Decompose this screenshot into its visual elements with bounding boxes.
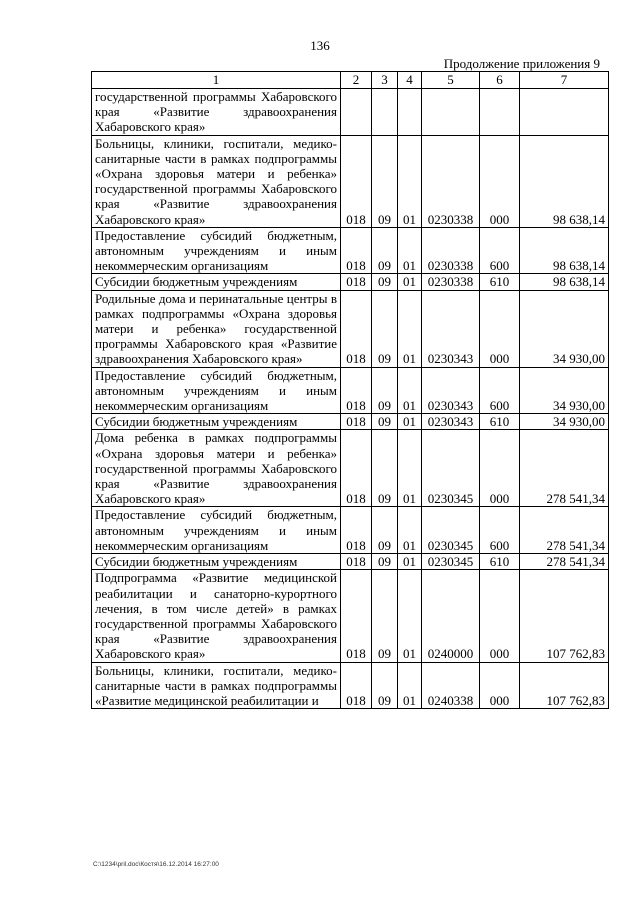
- target-article-cell: 0230338: [422, 274, 480, 290]
- expense-type-cell: 000: [480, 430, 520, 507]
- amount-cell: 98 638,14: [520, 135, 609, 227]
- admin-code-cell: 018: [341, 414, 372, 430]
- target-article-cell: 0240338: [422, 662, 480, 709]
- amount-cell: 278 541,34: [520, 554, 609, 570]
- column-header-7: 7: [520, 72, 609, 89]
- column-header-5: 5: [422, 72, 480, 89]
- subsection-cell: 01: [398, 414, 422, 430]
- table-row: [92, 227, 609, 274]
- admin-code-cell: 018: [341, 290, 372, 367]
- table-row: [92, 367, 609, 414]
- amount-cell: 34 930,00: [520, 290, 609, 367]
- amount-cell: 34 930,00: [520, 367, 609, 414]
- expense-type-cell: 600: [480, 227, 520, 274]
- admin-code-cell: 018: [341, 554, 372, 570]
- subsection-cell: [398, 89, 422, 136]
- row-name-cell: Предоставление субсидий бюджетным, автономным учреждениям и иным некоммерческим организациям: [92, 227, 341, 274]
- page-number: 136: [310, 38, 330, 53]
- row-name-cell: Дома ребенка в рамках подпрограммы «Охрана здоровья матери и ребенка» государственной программы Хабаровского края «Развитие здравоохранения Хабаровского края»: [92, 430, 341, 507]
- table-row: [92, 135, 609, 227]
- table-row: [92, 570, 609, 662]
- admin-code-cell: 018: [341, 367, 372, 414]
- target-article-cell: 0230345: [422, 507, 480, 554]
- subsection-cell: 01: [398, 430, 422, 507]
- budget-table: [91, 71, 609, 709]
- row-name-cell: Родильные дома и перинатальные центры в рамках подпрограммы «Охрана здоровья матери и ребенка» государственной программы Хабаровского края «Развитие здравоохранения Хабаровского края»: [92, 290, 341, 367]
- section-cell: 09: [372, 570, 398, 662]
- section-cell: 09: [372, 414, 398, 430]
- section-cell: 09: [372, 554, 398, 570]
- admin-code-cell: [341, 89, 372, 136]
- target-article-cell: 0230343: [422, 290, 480, 367]
- admin-code-cell: 018: [341, 430, 372, 507]
- subsection-cell: 01: [398, 367, 422, 414]
- row-name-cell: государственной программы Хабаровского края «Развитие здравоохранения Хабаровского края»: [92, 89, 341, 136]
- target-article-cell: 0230345: [422, 430, 480, 507]
- file-path-footer: C:\1234\pril.doc\Костя\16.12.2014 16:27:00: [93, 861, 219, 868]
- section-cell: 09: [372, 662, 398, 709]
- amount-cell: [520, 89, 609, 136]
- subsection-cell: 01: [398, 507, 422, 554]
- table-header-row: [92, 72, 609, 89]
- table-row: [92, 662, 609, 709]
- target-article-cell: 0230345: [422, 554, 480, 570]
- admin-code-cell: 018: [341, 135, 372, 227]
- section-cell: 09: [372, 227, 398, 274]
- target-article-cell: 0230343: [422, 414, 480, 430]
- amount-cell: 278 541,34: [520, 430, 609, 507]
- amount-cell: 34 930,00: [520, 414, 609, 430]
- section-cell: 09: [372, 274, 398, 290]
- row-name-cell: Больницы, клиники, госпитали, медико-санитарные части в рамках подпрограммы «Развитие медицинской реабилитации и: [92, 662, 341, 709]
- column-header-4: 4: [398, 72, 422, 89]
- expense-type-cell: 000: [480, 662, 520, 709]
- column-header-1: 1: [92, 72, 341, 89]
- column-header-2: 2: [341, 72, 372, 89]
- subsection-cell: 01: [398, 274, 422, 290]
- expense-type-cell: 610: [480, 274, 520, 290]
- admin-code-cell: 018: [341, 274, 372, 290]
- section-cell: 09: [372, 135, 398, 227]
- subsection-cell: 01: [398, 662, 422, 709]
- row-name-cell: Субсидии бюджетным учреждениям: [92, 414, 341, 430]
- target-article-cell: 0240000: [422, 570, 480, 662]
- amount-cell: 278 541,34: [520, 507, 609, 554]
- table-row: [92, 290, 609, 367]
- admin-code-cell: 018: [341, 507, 372, 554]
- section-cell: 09: [372, 367, 398, 414]
- row-name-cell: Субсидии бюджетным учреждениям: [92, 554, 341, 570]
- table-row: [92, 554, 609, 570]
- table-row: [92, 274, 609, 290]
- expense-type-cell: 610: [480, 554, 520, 570]
- row-name-cell: Предоставление субсидий бюджетным, автономным учреждениям и иным некоммерческим организациям: [92, 367, 341, 414]
- row-name-cell: Больницы, клиники, госпитали, медико-санитарные части в рамках подпрограммы «Охрана здоровья матери и ребенка» государственной программы Хабаровского края «Развитие здравоохранения Хабаровского края»: [92, 135, 341, 227]
- amount-cell: 107 762,83: [520, 662, 609, 709]
- expense-type-cell: 000: [480, 290, 520, 367]
- amount-cell: 107 762,83: [520, 570, 609, 662]
- section-cell: 09: [372, 290, 398, 367]
- target-article-cell: [422, 89, 480, 136]
- subsection-cell: 01: [398, 570, 422, 662]
- subsection-cell: 01: [398, 227, 422, 274]
- subsection-cell: 01: [398, 135, 422, 227]
- target-article-cell: 0230338: [422, 227, 480, 274]
- amount-cell: 98 638,14: [520, 227, 609, 274]
- row-name-cell: Предоставление субсидий бюджетным, автономным учреждениям и иным некоммерческим организациям: [92, 507, 341, 554]
- expense-type-cell: 000: [480, 135, 520, 227]
- expense-type-cell: 610: [480, 414, 520, 430]
- table-row: [92, 414, 609, 430]
- subsection-cell: 01: [398, 554, 422, 570]
- section-cell: 09: [372, 430, 398, 507]
- expense-type-cell: [480, 89, 520, 136]
- section-cell: [372, 89, 398, 136]
- amount-cell: 98 638,14: [520, 274, 609, 290]
- target-article-cell: 0230343: [422, 367, 480, 414]
- subsection-cell: 01: [398, 290, 422, 367]
- admin-code-cell: 018: [341, 662, 372, 709]
- admin-code-cell: 018: [341, 227, 372, 274]
- admin-code-cell: 018: [341, 570, 372, 662]
- table-row: [92, 507, 609, 554]
- table-row: [92, 430, 609, 507]
- appendix-continuation-note: Продолжение приложения 9: [443, 56, 600, 71]
- expense-type-cell: 000: [480, 570, 520, 662]
- row-name-cell: Подпрограмма «Развитие медицинской реабилитации и санаторно-курортного лечения, в том числе детей» в рамках государственной программы Хабаровского края «Развитие здравоохранения Хабаровского края»: [92, 570, 341, 662]
- column-header-6: 6: [480, 72, 520, 89]
- column-header-3: 3: [372, 72, 398, 89]
- expense-type-cell: 600: [480, 367, 520, 414]
- target-article-cell: 0230338: [422, 135, 480, 227]
- table-row: [92, 89, 609, 136]
- section-cell: 09: [372, 507, 398, 554]
- table-body: [92, 89, 609, 709]
- row-name-cell: Субсидии бюджетным учреждениям: [92, 274, 341, 290]
- expense-type-cell: 600: [480, 507, 520, 554]
